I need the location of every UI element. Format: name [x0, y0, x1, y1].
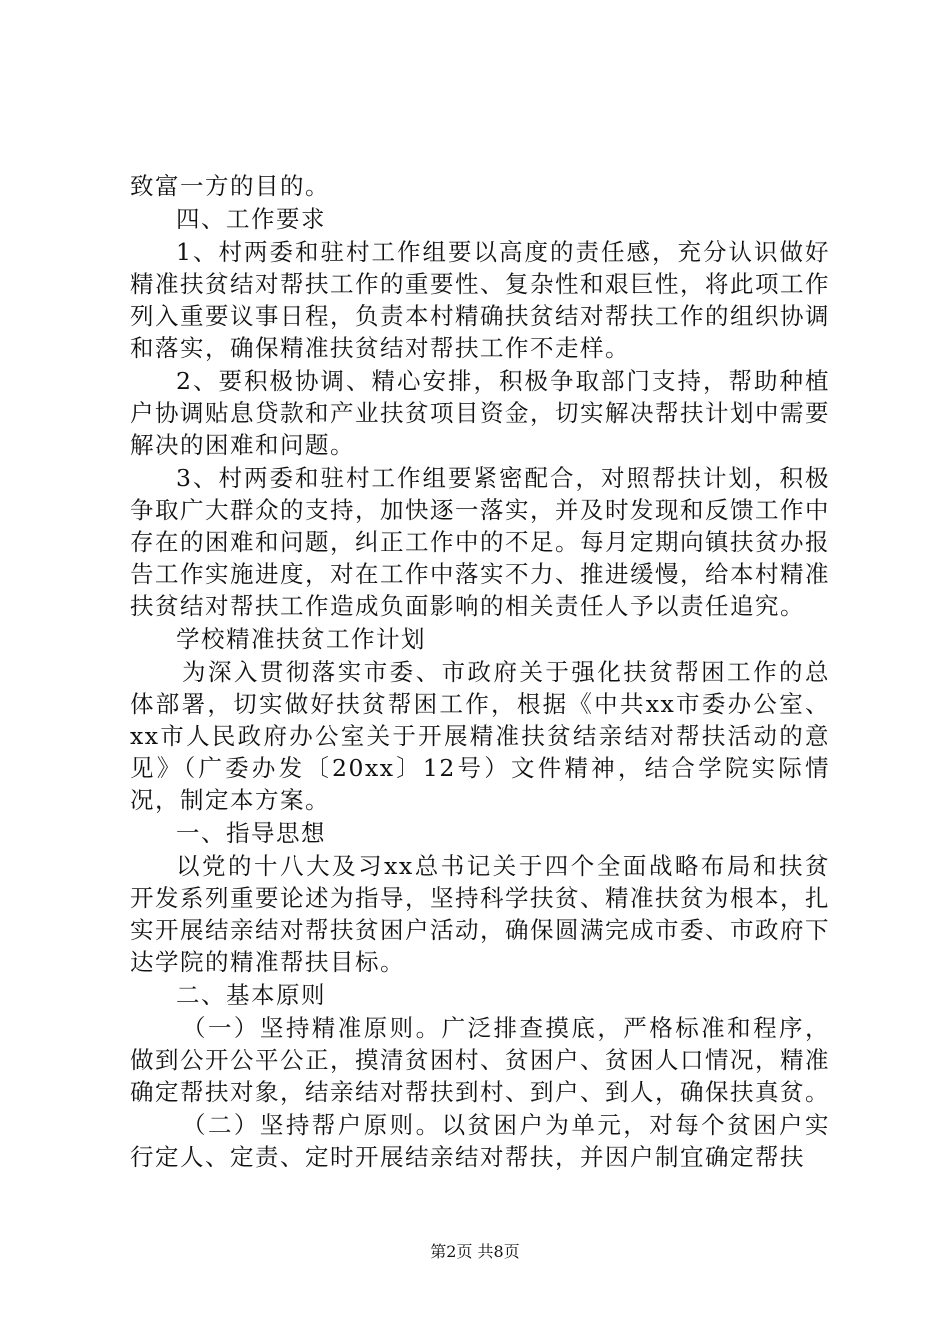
paragraph-continuation: 致富一方的目的。	[130, 172, 330, 200]
paragraph-requirement-1: 1、村两委和驻村工作组要以高度的责任感，充分认识做好精准扶贫结对帮扶工作的重要性、复杂性和艰巨性，将此项工作列入重要议事日程，负责本村精确扶贫结对帮扶工作的组织协调和落实，确保精准扶贫结对帮扶工作不走样。	[130, 238, 830, 362]
document-body	[130, 170, 830, 1174]
document-title: 学校精准扶贫工作计划	[176, 625, 426, 653]
page-number-footer: 第2页 共8页	[430, 1242, 520, 1261]
section-heading-requirements: 四、工作要求	[176, 205, 326, 233]
paragraph-principle-1: （一）坚持精准原则。广泛排查摸底，严格标准和程序，做到公开公平公正，摸清贫困村、贫困户、贫困人口情况，精准确定帮扶对象，结亲结对帮扶到村、到户、到人，确保扶真贫。	[130, 1014, 830, 1106]
paragraph-requirement-2: 2、要积极协调、精心安排，积极争取部门支持，帮助种植户协调贴息贷款和产业扶贫项目资金，切实解决帮扶计划中需要解决的困难和问题。	[130, 367, 830, 459]
paragraph-guiding-ideology: 以党的十八大及习xx总书记关于四个全面战略布局和扶贫开发系列重要论述为指导，坚持科学扶贫、精准扶贫为根本，扎实开展结亲结对帮扶贫困户活动，确保圆满完成市委、市政府下达学院的精准帮扶目标。	[130, 852, 830, 976]
section-heading-guiding-ideology: 一、指导思想	[176, 819, 326, 847]
paragraph-principle-2: （二）坚持帮户原则。以贫困户为单元，对每个贫困户实行定人、定责、定时开展结亲结对帮扶，并因户制宜确定帮扶	[130, 1111, 830, 1171]
paragraph-intro: 为深入贯彻落实市委、市政府关于强化扶贫帮困工作的总体部署，切实做好扶贫帮困工作，根据《中共xx市委办公室、xx市人民政府办公室关于开展精准扶贫结亲结对帮扶活动的意见》（广委办发〔20xx〕12号）文件精神，结合学院实际情况，制定本方案。	[130, 658, 830, 814]
section-heading-basic-principles: 二、基本原则	[176, 981, 326, 1009]
paragraph-requirement-3: 3、村两委和驻村工作组要紧密配合，对照帮扶计划，积极争取广大群众的支持，加快逐一落实，并及时发现和反馈工作中存在的困难和问题，纠正工作中的不足。每月定期向镇扶贫办报告工作实施进度，对在工作中落实不力、推进缓慢，给本村精准扶贫结对帮扶工作造成负面影响的相关责任人予以责任追究。	[130, 464, 830, 620]
